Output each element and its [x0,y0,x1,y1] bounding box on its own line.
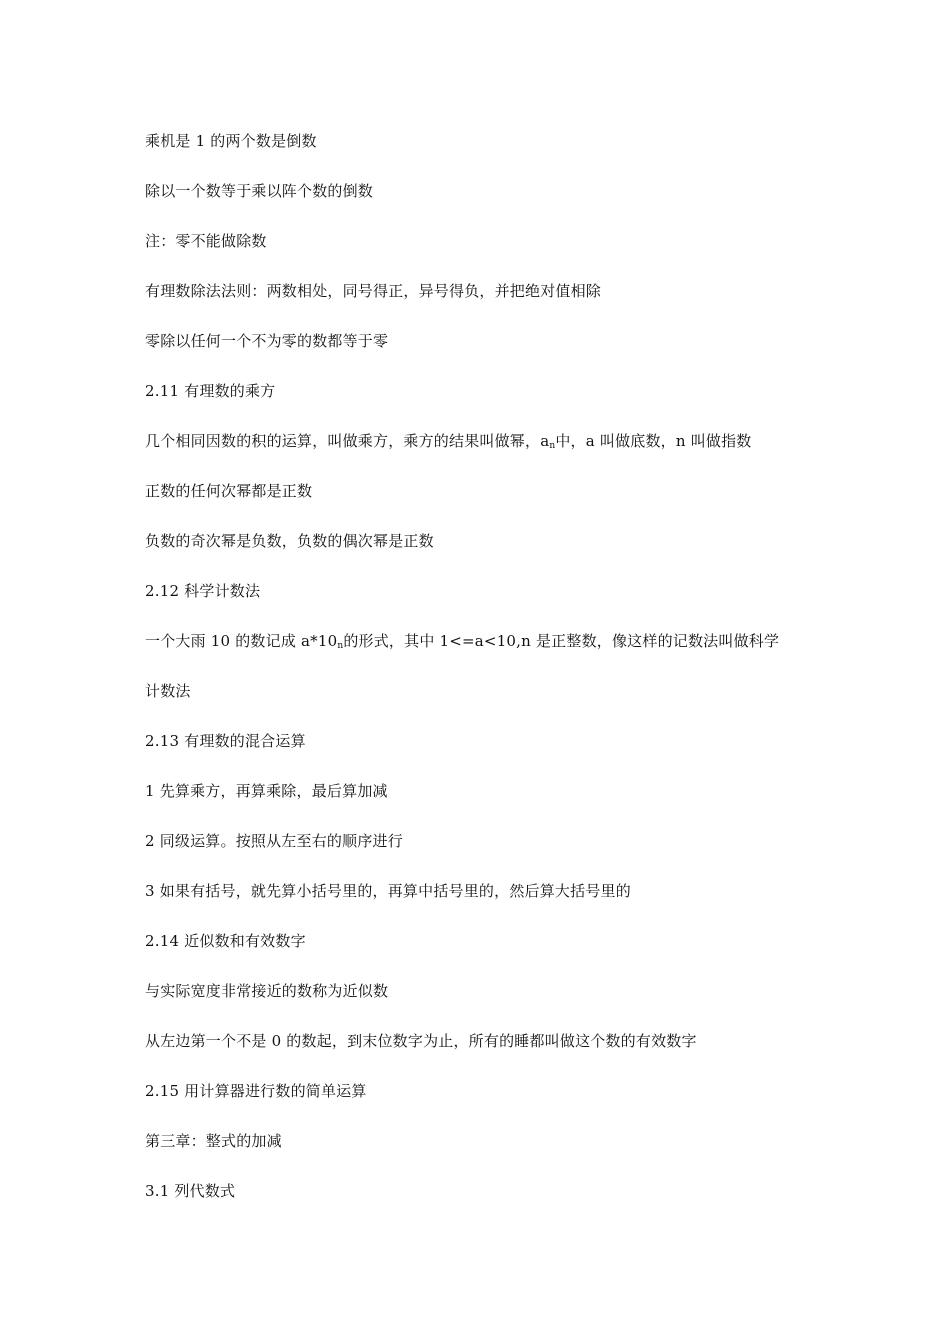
text-line-5: 零除以任何一个不为零的数都等于零 [145,332,389,350]
document-body [145,126,815,1226]
text-line-8: 正数的任何次幂都是正数 [145,482,313,500]
text-line-2: 除以一个数等于乘以阵个数的倒数 [145,182,374,200]
section-heading-3-1: 3.1 列代数式 [145,1182,236,1200]
sci-subscript: n [337,641,344,651]
text-line-sci-notation [145,626,815,676]
power-subscript: n [549,441,556,451]
sci-notation-part-1: 一个大雨 10 的数记成 a*10 [145,632,338,650]
section-heading-2-11: 2.11 有理数的乘方 [145,382,276,400]
text-line-19: 从左边第一个不是 0 的数起，到末位数字为止，所有的睡都叫做这个数的有效数字 [145,1032,697,1050]
text-line-14: 1 先算乘方，再算乘除，最后算加减 [145,782,388,800]
section-heading-2-12: 2.12 科学计数法 [145,582,261,600]
text-line-18: 与实际宽度非常接近的数称为近似数 [145,982,389,1000]
text-line-15: 2 同级运算。按照从左至右的顺序进行 [145,832,403,850]
chapter-heading-3: 第三章：整式的加减 [145,1132,282,1150]
power-definition-part-2: 中，a 叫做底数，n 叫做指数 [555,432,752,450]
text-line-4: 有理数除法法则：两数相处，同号得正，异号得负，并把绝对值相除 [145,282,602,300]
text-line-16: 3 如果有括号，就先算小括号里的，再算中括号里的，然后算大括号里的 [145,882,631,900]
section-heading-2-13: 2.13 有理数的混合运算 [145,732,306,750]
section-heading-2-15: 2.15 用计算器进行数的简单运算 [145,1082,367,1100]
text-line-1: 乘机是 1 的两个数是倒数 [145,132,317,150]
text-line-12: 计数法 [145,682,191,700]
text-line-9: 负数的奇次幂是负数，负数的偶次幂是正数 [145,532,434,550]
text-line-power-definition [145,426,815,476]
section-heading-2-14: 2.14 近似数和有效数字 [145,932,306,950]
power-definition-part-1: 几个相同因数的积的运算，叫做乘方，乘方的结果叫做幂，a [145,432,550,450]
text-line-3: 注：零不能做除数 [145,232,267,250]
sci-notation-part-2: 的形式，其中 1<=a<10,n 是正整数，像这样的记数法叫做科学 [343,632,780,650]
